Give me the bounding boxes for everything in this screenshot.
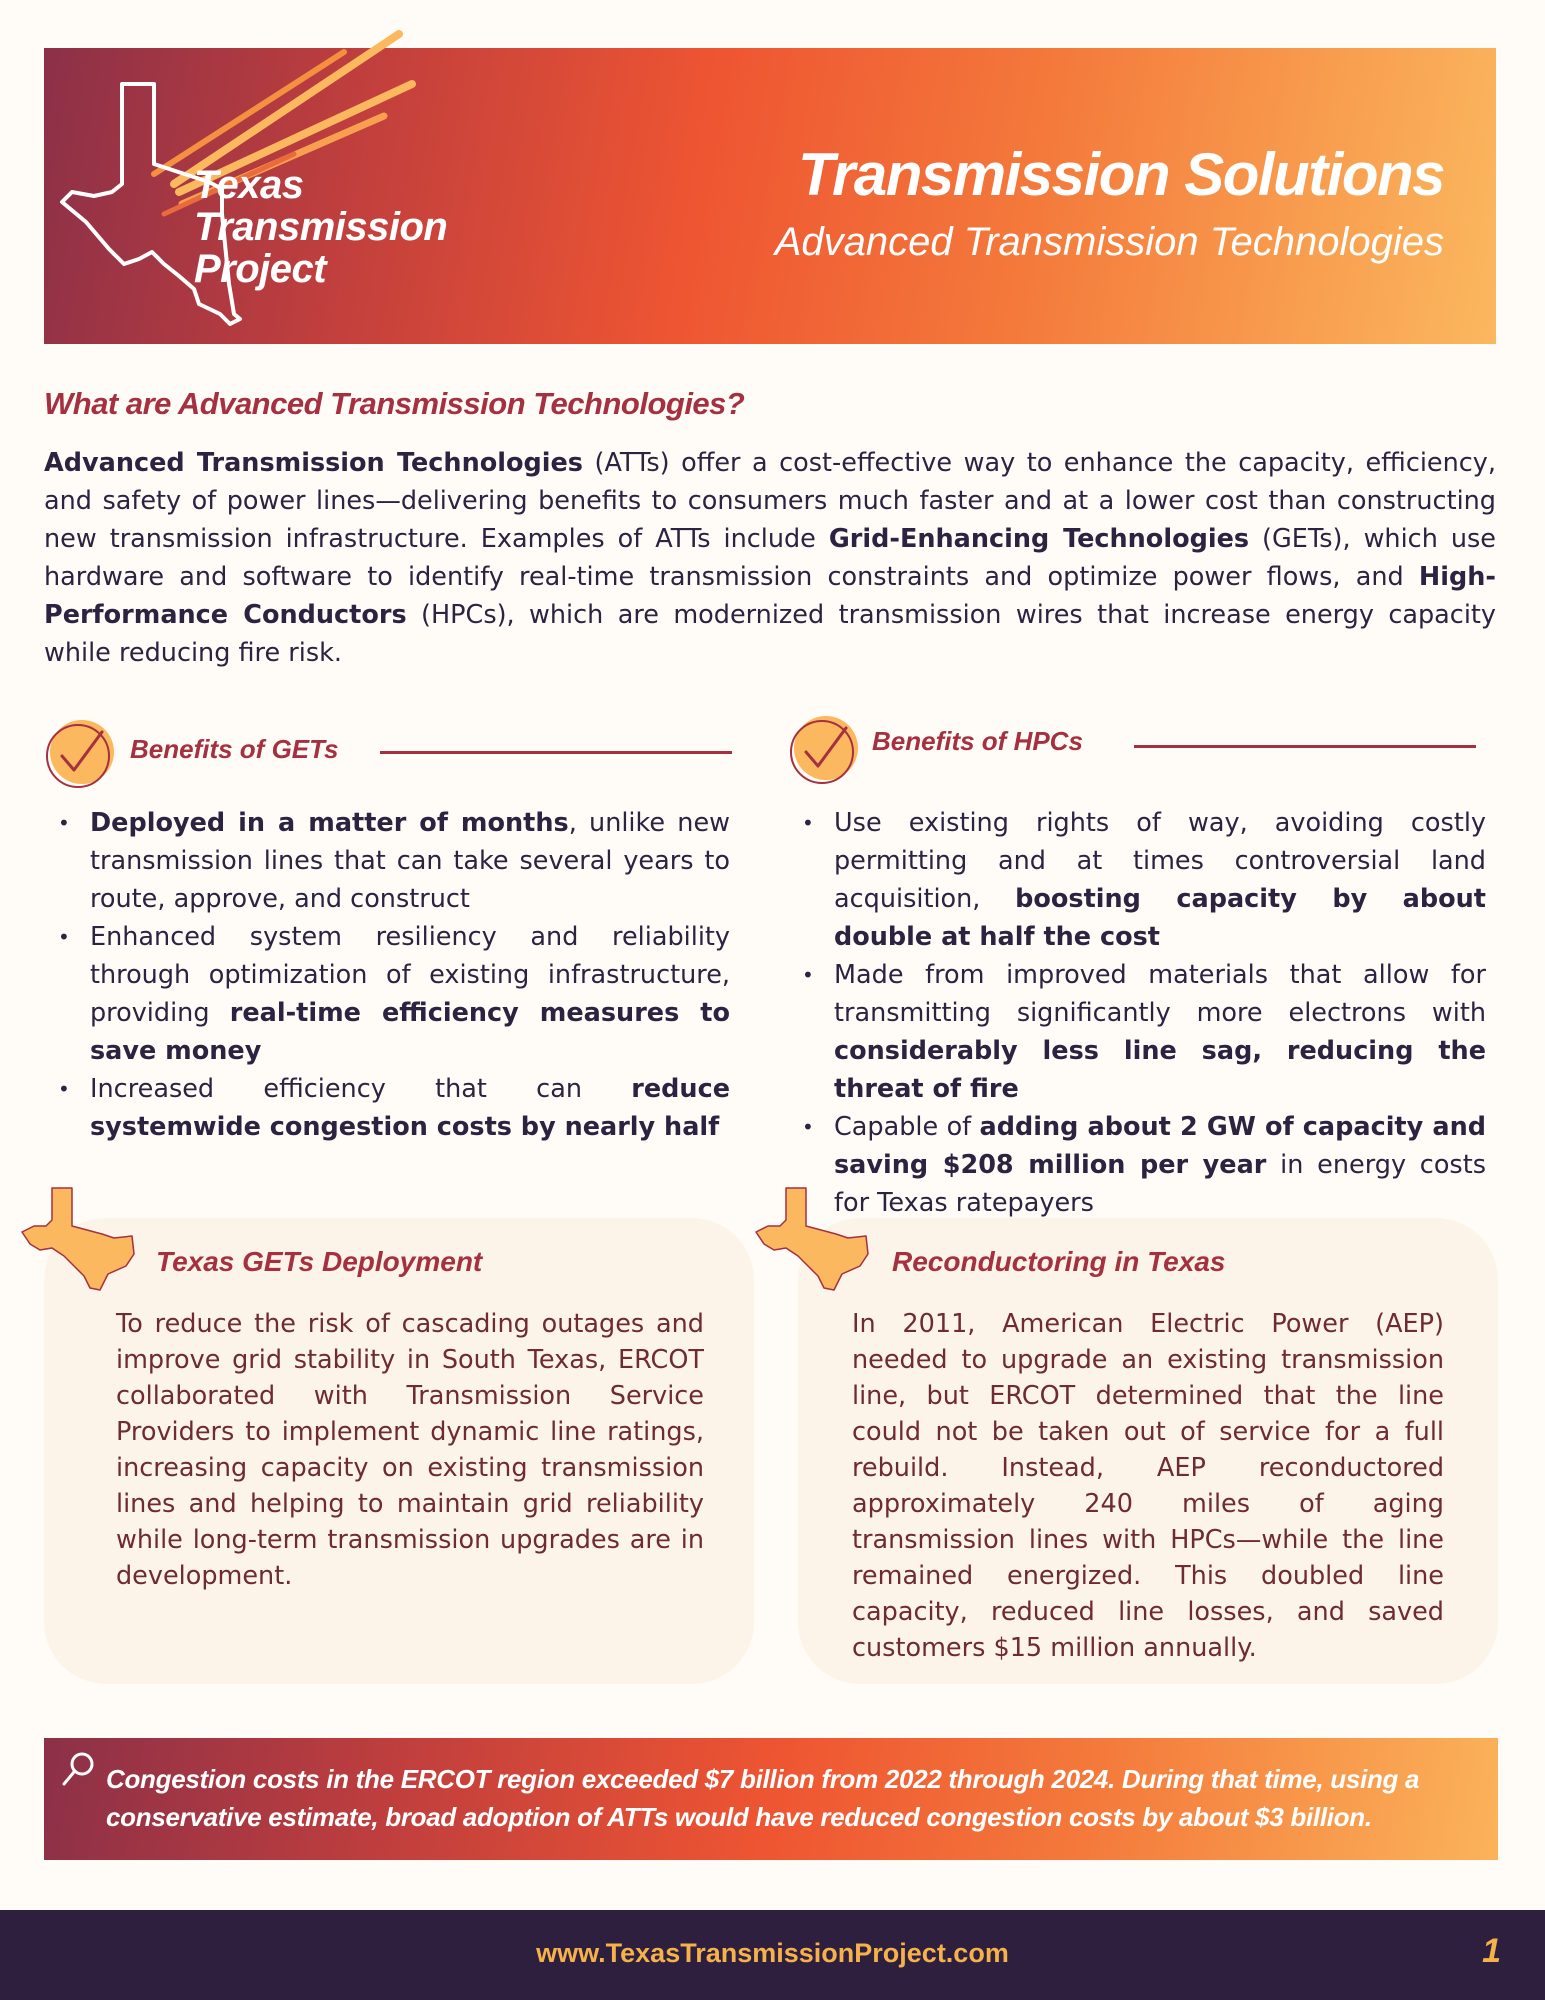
- magnifier-icon: [58, 1750, 98, 1790]
- intro-text-3: (HPCs), which are modernized transmission wires that increase energy capacity while reducing fire risk.: [44, 600, 1496, 668]
- intro-text-1: (ATTs) offer a cost-effective way to enhance the capacity, efficiency, and safety of power lines—delivering benefits to consumers much faster and at a lower cost than constructing new transmission infrastructure. Examples of ATTs include: [44, 448, 1496, 554]
- texas-state-icon: [754, 1186, 874, 1292]
- hpcs-benefits-section: [788, 712, 1487, 1218]
- page-subtitle: Advanced Transmission Technologies: [774, 220, 1444, 264]
- intro-text-2: (GETs), which use hardware and software to identify real-time transmission constraints and optimize power flows, and: [44, 524, 1496, 592]
- gets-title-rule: [380, 751, 732, 754]
- gets-benefits-list: [44, 804, 730, 1146]
- callout-text: Congestion costs in the ERCOT region exceeded $7 billion from 2022 through 2024. During that time, using a conservative estimate, broad adoption of ATTs would have reduced congestion costs by about $3 billion.: [106, 1764, 1420, 1832]
- list-item: • Capable of adding about 2 GW of capacity and saving $208 million per year in energy costs for Texas ratepayers: [788, 1108, 1486, 1222]
- bullet: •: [802, 1115, 814, 1139]
- hpcs-benefits-title: Benefits of HPCs: [872, 726, 1083, 756]
- logo-text-line3: Project: [194, 247, 327, 291]
- intro-bold-hpcs: High-Performance Conductors: [44, 562, 1496, 630]
- texas-state-icon: [20, 1186, 140, 1292]
- page-title: Transmission Solutions: [797, 141, 1444, 208]
- footer-website-link[interactable]: www.TexasTransmissionProject.com: [536, 1938, 1009, 1968]
- list-item: • Enhanced system resiliency and reliability through optimization of existing infrastructure, providing real-time efficiency measures to save money: [44, 918, 730, 1070]
- box-title: Texas GETs Deployment: [156, 1246, 483, 1277]
- logo-text-line2: Transmission: [194, 205, 448, 249]
- list-item: • Use existing rights of way, avoiding costly permitting and at times controversial land acquisition, boosting capacity by about double at half the cost: [788, 804, 1486, 956]
- bullet: •: [58, 1077, 70, 1101]
- bullet: •: [802, 811, 814, 835]
- congestion-callout: [44, 1738, 1498, 1860]
- hpcs-benefits-list: [788, 804, 1486, 1222]
- bullet: •: [58, 811, 70, 835]
- texas-gets-deployment-box: [44, 1218, 754, 1684]
- box-title: Reconductoring in Texas: [892, 1246, 1226, 1277]
- gets-benefits-section: [44, 712, 734, 1142]
- list-item: • Deployed in a matter of months, unlike new transmission lines that can take several years to route, approve, and construct: [44, 804, 730, 918]
- intro-heading: What are Advanced Transmission Technologies?: [44, 386, 745, 421]
- box-text: To reduce the risk of cascading outages and improve grid stability in South Texas, ERCOT collaborated with Transmission Service Providers to implement dynamic line ratings, increasing capacity on existing transmission lines and helping to maintain grid reliability while long-term transmission upgrades are in development.: [116, 1309, 704, 1591]
- page-number: 1: [1482, 1932, 1501, 1970]
- bullet: •: [802, 963, 814, 987]
- checkmark-circle-icon: [44, 718, 116, 790]
- list-item: • Increased efficiency that can reduce systemwide congestion costs by nearly half: [44, 1070, 730, 1146]
- logo-text-line1: Texas: [194, 163, 304, 207]
- intro-bold-att: Advanced Transmission Technologies: [44, 448, 583, 478]
- intro-paragraph: [44, 444, 1496, 672]
- intro-bold-gets: Grid-Enhancing Technologies: [828, 524, 1250, 554]
- checkmark-circle-icon: [788, 714, 860, 786]
- list-item: • Made from improved materials that allow for transmitting significantly more electrons with considerably less line sag, reducing the threat of fire: [788, 956, 1486, 1108]
- box-text: In 2011, American Electric Power (AEP) needed to upgrade an existing transmission line, but ERCOT determined that the line could not be taken out of service for a full rebuild. Instead, AEP reconductored approximately 240 miles of aging transmission lines with HPCs—while the line remained energized. This doubled line capacity, reduced line losses, and saved customers $15 million annually.: [852, 1309, 1444, 1663]
- bullet: •: [58, 925, 70, 949]
- footer: [0, 1910, 1545, 2000]
- header-banner: [44, 48, 1496, 344]
- reconductoring-box: [798, 1218, 1498, 1684]
- gets-benefits-title: Benefits of GETs: [130, 734, 339, 764]
- hpcs-title-rule: [1134, 745, 1476, 748]
